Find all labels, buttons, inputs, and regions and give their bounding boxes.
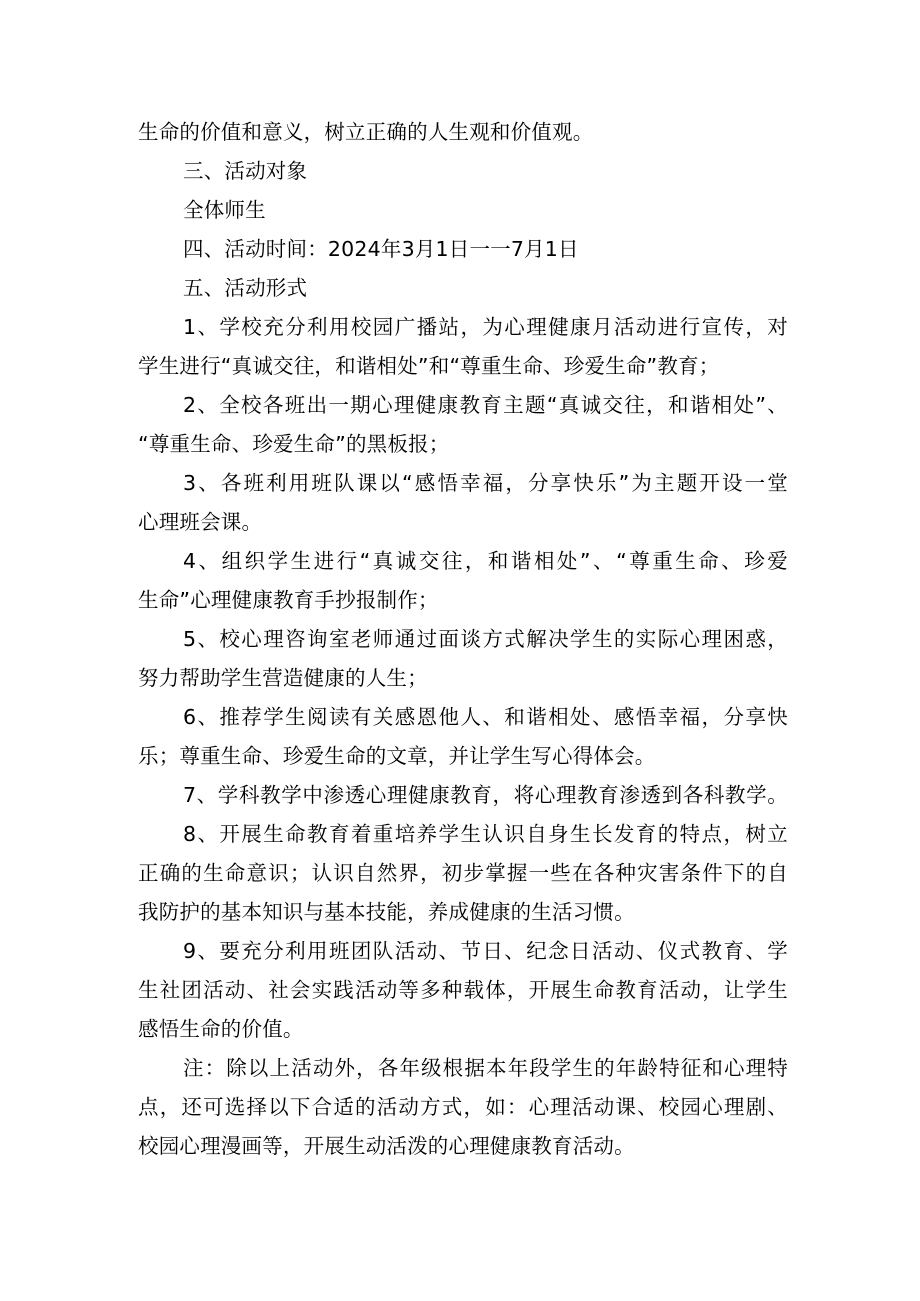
- note-line: 点，还可选择以下合适的活动方式，如：心理活动课、校园心理剧、: [138, 1095, 788, 1119]
- paragraph-line: 乐；尊重生命、珍爱生命的文章，并让学生写心得体会。: [138, 744, 656, 768]
- paragraph-line: 3、各班利用班队课以“感悟幸福，分享快乐”为主题开设一堂: [183, 471, 788, 495]
- paragraph-line: 2、全校各班出一期心理健康教育主题“真诚交往，和谐相处”、: [183, 393, 788, 417]
- paragraph-line: 学生进行“真诚交往，和谐相处”和“尊重生命、珍爱生命”教育；: [138, 354, 720, 378]
- document-body: [138, 113, 788, 1166]
- paragraph-line: 生社团活动、社会实践活动等多种载体，开展生命教育活动，让学生: [138, 978, 788, 1002]
- paragraph-line: 正确的生命意识；认识自然界，初步掌握一些在各种灾害条件下的自: [138, 861, 788, 885]
- paragraph-line: 生命”心理健康教育手抄报制作；: [138, 588, 439, 612]
- paragraph-line: 9、要充分利用班团队活动、节日、纪念日活动、仪式教育、学: [183, 939, 788, 963]
- paragraph-line: 5、校心理咨询室老师通过面谈方式解决学生的实际心理困惑，: [183, 627, 788, 651]
- paragraph-line: 生命的价值和意义，树立正确的人生观和价值观。: [138, 120, 594, 144]
- paragraph-line: 努力帮助学生营造健康的人生；: [138, 666, 428, 690]
- section-heading: 四、活动时间：2024年3月1日一一7月1日: [183, 237, 579, 261]
- paragraph-line: 心理班会课。: [138, 510, 263, 534]
- section-heading: 三、活动对象: [183, 159, 308, 183]
- paragraph-line: 7、学科教学中渗透心理健康教育，将心理教育渗透到各科教学。: [183, 783, 788, 807]
- note-line: 校园心理漫画等，开展生动活泼的心理健康教育活动。: [138, 1134, 635, 1158]
- paragraph-line: 全体师生: [183, 198, 266, 222]
- section-heading: 五、活动形式: [183, 276, 308, 300]
- paragraph-line: 6、推荐学生阅读有关感恩他人、和谐相处、感悟幸福，分享快: [183, 705, 788, 729]
- paragraph-line: 8、开展生命教育着重培养学生认识自身生长发育的特点，树立: [183, 822, 788, 846]
- paragraph-line: 4、组织学生进行“真诚交往，和谐相处”、“尊重生命、珍爱: [183, 549, 788, 573]
- paragraph-line: “尊重生命、珍爱生命”的黑板报；: [138, 432, 450, 456]
- note-line: 注：除以上活动外，各年级根据本年段学生的年龄特征和心理特: [183, 1056, 788, 1080]
- paragraph-line: 感悟生命的价值。: [138, 1017, 304, 1041]
- paragraph-line: 1、学校充分利用校园广播站，为心理健康月活动进行宣传，对: [183, 315, 788, 339]
- paragraph-line: 我防护的基本知识与基本技能，养成健康的生活习惯。: [138, 900, 635, 924]
